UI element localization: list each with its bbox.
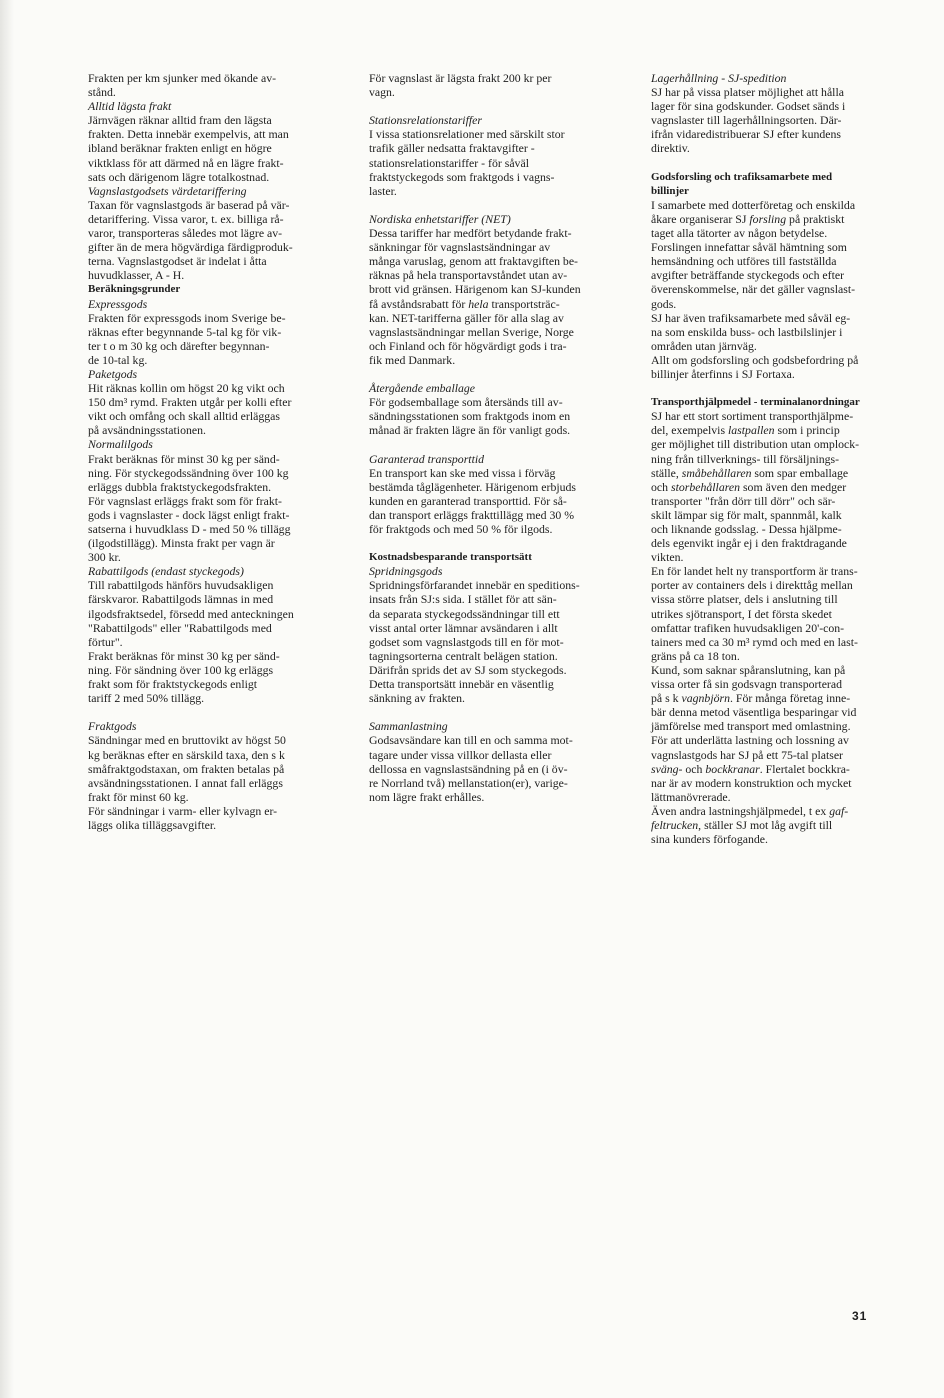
heading-spridningsgods: Spridningsgods — [369, 564, 443, 579]
paragraph-normalilgods-vagnslast: För vagnslast erläggs frakt som för frakt- gods i vagnslaster - dock lägst enligt frakt- satserna i huvudklass D - med 50 % tillägg (ilgodstillägg). Minsta frakt per vagn är 300 kr. — [88, 493, 291, 565]
emphasis-text: forsling — [749, 211, 787, 226]
paragraph-vagnbjorn — [651, 663, 891, 804]
paragraph-containers: En för landet helt ny transportform är trans- porter av containers dels i direkttåg mellan vissa större platser, dels i anslutning till utrikes sjötransport, I det första skedet omfattar trafiken huvudsakligen 20'-con- tainers med ca 30 m³ rymd och med en last- gräns på ca 18 ton. — [651, 564, 858, 663]
emphasis-text: storbehållaren — [670, 479, 741, 494]
paragraph-normalilgods: Frakt beräknas för minst 30 kg per sänd- ning. För styckegodssändning över 100 kg erläggs dubbla fraktstyckegodsfrakten. — [88, 451, 289, 494]
heading-nordiska-enhetstariffer: Nordiska enhetstariffer (NET) — [369, 211, 511, 226]
text-run: som spar emballage och — [651, 465, 849, 494]
paragraph-rabattilgods-frakt: Frakt beräknas för minst 30 kg per sänd- ning. För sändning över 100 kg erläggs frakt som för fraktstyckegods enligt tariff 2 med 50% tillägg. — [88, 648, 280, 706]
emphasis-text: bockkranar — [705, 761, 760, 776]
heading-sammanlastning: Sammanlastning — [369, 719, 448, 734]
paragraph-lastningshjalpmedel — [651, 804, 891, 846]
intro-paragraph: Frakten per km sjunker med ökande av- stånd. — [88, 71, 277, 100]
emphasis-text: vagnbjörn — [681, 691, 730, 706]
text-run: Dessa tariffer har medfört betydande frakt- sänkningar för vagnslastsändningar av många varuslag, genom att fraktavgiften be- räknas på hela transportavståndet utan av- brott vid gränsen. Härigenom kan SJ-kunden få avståndsrabatt för — [369, 226, 581, 311]
paragraph-transporthjalpmedel — [651, 409, 891, 564]
text-run: på praktiskt taget alla tätorter av någon betydelse. Forslingen innefattar såväl hämtning som hemsändning och utföres till fastställda avgifter beträffande styckegods och efter överenskommelse, när det gäller vagnslast- gods. — [651, 211, 856, 311]
paragraph-fraktgods: Sändningar med en bruttovikt av högst 50 kg beräknas efter en särskild taxa, den s k småfraktgodstaxan, om frakten betalas på avsändningsstationen. I annat fall erläggs frakt för minst 60 kg. — [88, 733, 286, 804]
heading-paketgods: Paketgods — [88, 366, 138, 381]
text-run: och — [682, 761, 706, 776]
text-run: transportsträc- kan. NET-tarifferna gäller för alla slag av vagnslastsändningar mellan Sverige, Norge och Finland och för högvärdigt gods i tra- fik med Danmark. — [369, 296, 574, 367]
heading-normalilgods: Normalilgods — [88, 437, 153, 452]
heading-expressgods: Expressgods — [88, 296, 148, 311]
paragraph-nordiska-enhetstariffer — [369, 226, 609, 367]
scan-edge-shadow — [0, 0, 14, 1398]
heading-vardetariffering: Vagnslastgodsets värdetariffering — [88, 183, 247, 198]
text-run: I samarbete med dotterföretag och enskilda åkare organiserar SJ — [651, 197, 856, 226]
paragraph-atergaende-emballage: För godsemballage som återsänds till av- sändningsstationen som fraktgods inom en månad är frakten lägre än för vanligt gods. — [369, 395, 571, 438]
emphasis-text: gaf- feltrucken — [651, 803, 849, 832]
paragraph-fortaxa: Allt om godsforsling och godsbefordring på billinjer återfinns i SJ Fortaxa. — [651, 352, 859, 381]
heading-kostnadsbesparande-transportsatt: Kostnadsbesparande transportsätt — [369, 551, 532, 564]
paragraph-expressgods: Frakten för expressgods inom Sverige be- räknas efter begynnande 5-tal kg för vik- ter t o m 30 kg och därefter begynnan- de 10-tal kg. — [88, 310, 286, 367]
text-run: . Flertalet bockkra- nar är av modern konstruktion och mycket lättmanövrerade. — [651, 761, 852, 804]
heading-stationsrelationstariffer: Stationsrelationstariffer — [369, 113, 482, 128]
paragraph-stationsrelationstariffer: I vissa stationsrelationer med särskilt stor trafik gäller nedsatta fraktavgifter - stationsrelationstariffer - för såväl fraktstyckegods som fraktgods i vagns- laster. — [369, 127, 565, 198]
emphasis-text: småbehållaren — [681, 465, 752, 480]
paragraph-sammanlastning: Godsavsändare kan till en och samma mot- tagare under vissa villkor dellasta eller dellossa en vagnslastsändning på en (i öv- re Norrland två) mellanstation(er), varige- nom lägre frakt erhålles. — [369, 733, 573, 804]
column-2 — [369, 71, 609, 804]
text-run: Kund, som saknar spåranslutning, kan på vissa orter få sin godsvagn transporterad på s k — [651, 662, 846, 706]
heading-garanterad-transporttid: Garanterad transporttid — [369, 451, 485, 466]
emphasis-text: lastpallen — [728, 423, 775, 438]
column-3 — [651, 71, 891, 846]
heading-atergaende-emballage: Återgående emballage — [369, 381, 476, 396]
paragraph-garanterad-transporttid: En transport kan ske med vissa i förväg bestämda tåglägenheter. Härigenom erbjuds kunden en garanterad transporttid. För så- dan transport erläggs frakttillägg med 30 % för fraktgods och med 50 % för ilgods. — [369, 465, 577, 536]
text-run: , ställer SJ mot låg avgift till sina kunders förfogande. — [651, 817, 833, 847]
text-run: som i princip ger möjlighet till distribution utan omplock- ning från tillverknings- till försäljnings- ställe, — [651, 423, 860, 480]
page-number: 31 — [852, 1309, 868, 1323]
emphasis-text: hela — [468, 296, 489, 311]
heading-berakningsgrunder: Beräkningsgrunder — [88, 283, 181, 296]
heading-rabattilgods: Rabattilgods (endast styckegods) — [88, 564, 244, 579]
heading-lagerhallning: Lagerhållning - SJ-spedition — [651, 71, 787, 85]
paragraph-fraktgods-kylvagn: För sändningar i varm- eller kylvagn er- läggs olika tilläggsavgifter. — [88, 803, 278, 832]
heading-fraktgods: Fraktgods — [88, 719, 137, 734]
paragraph-godsforsling — [651, 198, 891, 311]
paragraph-spridningsgods: Spridningsförfarandet innebär en speditions- insats från SJ:s sida. I stället för att sän- da separata styckegodssändningar till ett visst antal orter lämnar avsändaren i allt godset som vagnslastgods till en för mot- tagningsorterna centralt belägen station. Därifrån sprids det av SJ som styckegods. Detta transportsätt innebär en väsentlig sänkning av frakten. — [369, 578, 580, 706]
paragraph-alltid-lagsta-frakt: Järnvägen räknar alltid fram den lägsta frakten. Detta innebär exempelvis, att man ibland beräknar frakten enligt en högre viktklass för att därmed nå en lägre frakt- sats och därigenom lägre totalkostnad. — [88, 113, 289, 184]
paragraph-vagnslast-lagsta-frakt: För vagnslast är lägsta frakt 200 kr per vagn. — [369, 71, 552, 100]
text-run: SJ har ett stort sortiment transporthjälpme- del, exempelvis — [651, 409, 854, 438]
paragraph-rabattilgods: Till rabattilgods hänförs huvudsakligen färskvaror. Rabattilgods lämnas in med ilgodsfraktsedel, försedd med anteckningen "Rabattilgods" eller "Rabattilgods med förtur". — [88, 578, 294, 649]
emphasis-text: sväng- — [651, 761, 683, 776]
paragraph-lagerhallning: SJ har på vissa platser möjlighet att hålla lager för sina godskunder. Godset sänds i vagnslaster till lagerhållningsorten. Där- ifrån vidaredistribuerar SJ efter kundens direktiv. — [651, 85, 846, 156]
paragraph-trafiksamarbete: SJ har även trafiksamarbete med såväl eg- na som enskilda buss- och lastbilslinjer i områden utan järnväg. — [651, 310, 851, 353]
column-1 — [88, 71, 328, 832]
text-run: . För många företag inne- bär denna metod väsentliga besparingar vid jämförelse med transport med omlastning. För att underlätta lastning och lossning av vagnslastgods har SJ på ett 75-tal platser — [651, 691, 857, 762]
heading-alltid-lagsta-frakt: Alltid lägsta frakt — [88, 99, 172, 114]
heading-transporthjalpmedel: Transporthjälpmedel - terminalanordningar — [651, 396, 860, 409]
text-run: Även andra lastningshjälpmedel, t ex — [651, 803, 830, 818]
paragraph-vardetariffering: Taxan för vagnslastgods är baserad på vär- detariffering. Vissa varor, t. ex. billiga rå- varor, transporteras således mot lägre av- gifter än de mera högvärdiga färdigproduk- terna. Vagnslastgodset är indelat i åtta huvudklasser, A - H. — [88, 197, 293, 283]
text-run: som även den medger transporter "från dörr till dörr" och sär- skilt lämpar sig för malt, spannmål, kalk och liknande godsslag. - Dessa hjälpme- dels egenvikt ingår ej i den fraktdragande vikten. — [651, 479, 847, 565]
paragraph-paketgods: Hit räknas kollin om högst 20 kg vikt och 150 dm³ rymd. Frakten utgår per kolli efter vikt och omfång och skall alltid erläggas på avsändningsstationen. — [88, 381, 292, 438]
heading-godsforsling: Godsforsling och trafiksamarbete med billinjer — [651, 170, 833, 197]
